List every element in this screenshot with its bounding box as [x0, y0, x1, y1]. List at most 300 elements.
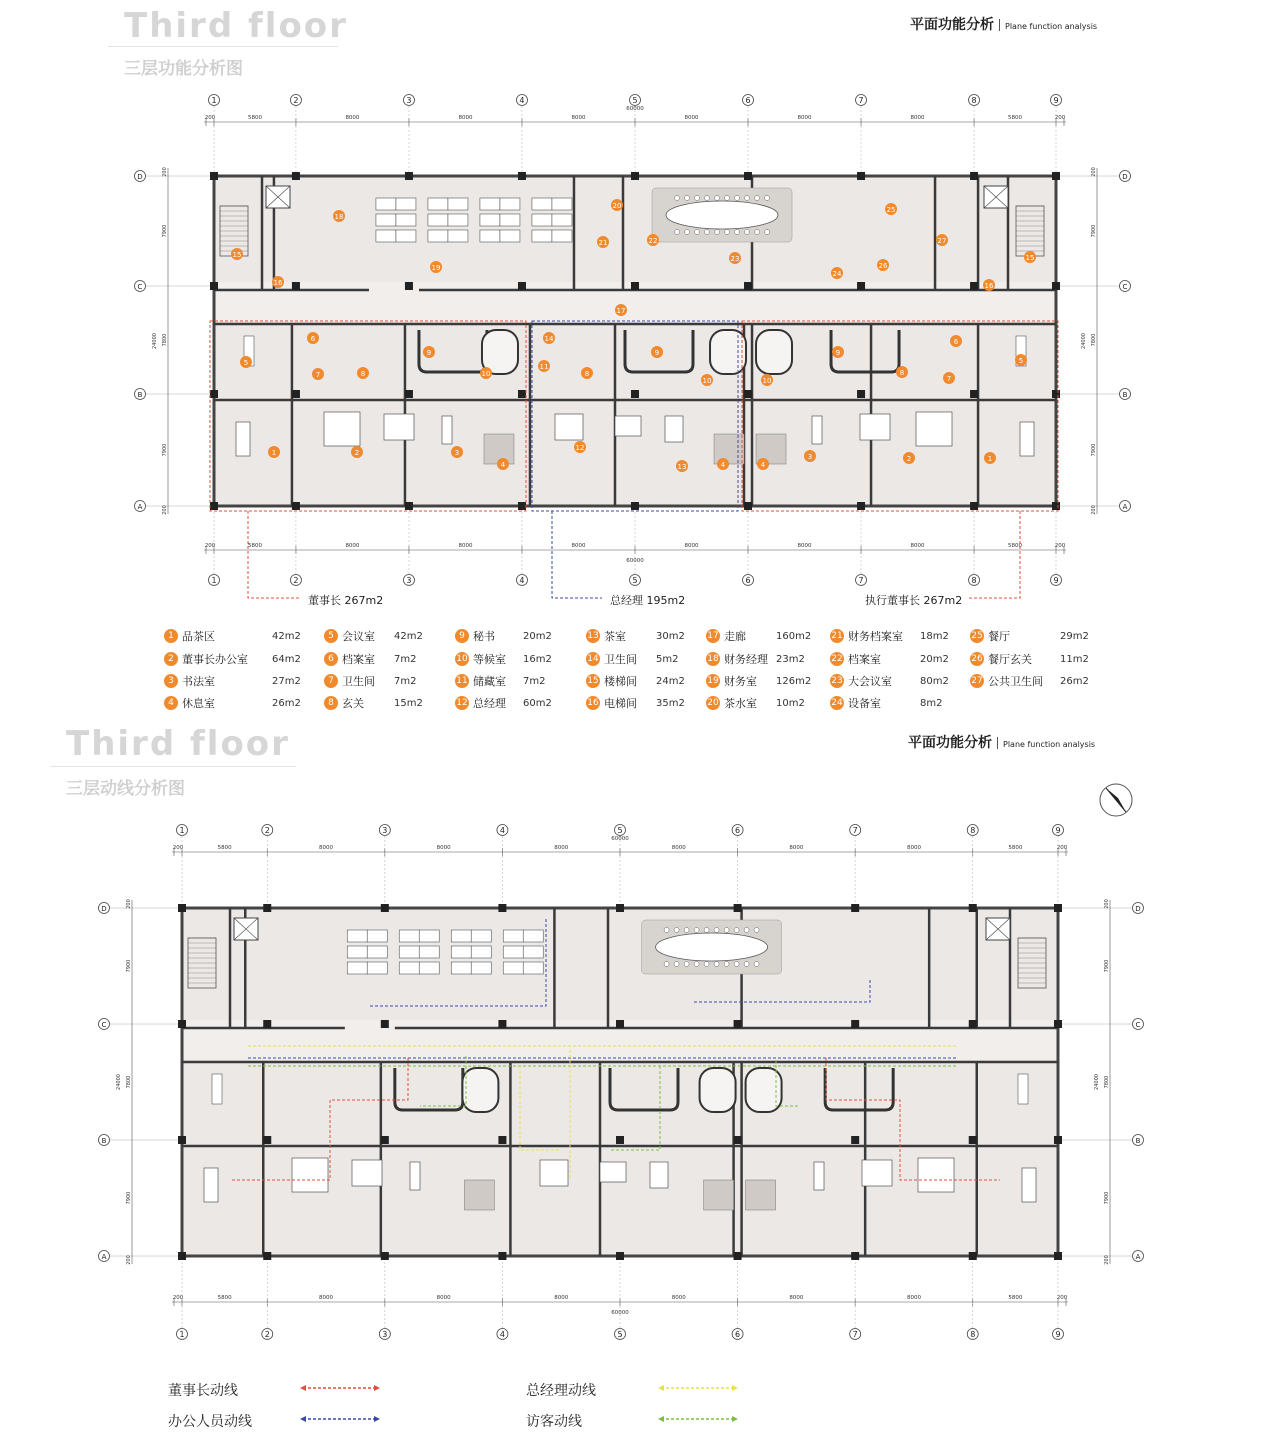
axis-label: C [1135, 1021, 1141, 1029]
dimension-total: 24000 [116, 1074, 122, 1090]
desk [532, 214, 552, 226]
chair [694, 928, 699, 933]
structural-column [263, 904, 271, 912]
dimension-total: 60000 [626, 106, 644, 112]
desk [480, 230, 500, 242]
furniture [650, 1162, 668, 1188]
legend-room-number: 13 [587, 631, 599, 641]
dimension-total: 24000 [1081, 333, 1087, 349]
legend-room-number: 19 [707, 676, 719, 686]
legend-room-4 [164, 695, 301, 711]
legend-room-name: 档案室 [848, 653, 881, 666]
structural-column [744, 390, 752, 398]
furniture [615, 416, 641, 436]
chair [705, 230, 710, 235]
legend-gm-route: 总经理动线 [526, 1383, 596, 1399]
legend-room-area: 35m2 [656, 697, 685, 709]
axis-label: 2 [293, 96, 299, 105]
structural-column [178, 1020, 186, 1028]
room-number-label: 26 [878, 262, 888, 270]
dimension-label: 8000 [684, 115, 699, 121]
structural-column [744, 282, 752, 290]
room-number-label: 3 [454, 449, 460, 457]
legend-room-area: 29m2 [1060, 630, 1089, 642]
desk [367, 930, 387, 942]
room-number-label: 5 [243, 359, 249, 367]
axis-label: 4 [519, 576, 525, 585]
room-number-label: 1 [987, 455, 993, 463]
room-number-label: 8 [899, 369, 905, 377]
dimension-label: 5800 [1008, 543, 1023, 549]
structural-column [857, 502, 865, 510]
room-number-label: 16 [273, 279, 283, 287]
dimension-label: 7800 [1091, 333, 1097, 347]
legend-room-13 [586, 628, 685, 644]
axis-label: C [1122, 283, 1128, 291]
structural-column [744, 172, 752, 180]
chair [685, 196, 690, 201]
structural-column [851, 1020, 859, 1028]
structural-column [381, 1020, 389, 1028]
legend-room-area: 20m2 [523, 630, 552, 642]
legend-room-area: 64m2 [272, 653, 301, 665]
legend-room-15 [586, 673, 685, 689]
room-number-label: 1 [271, 449, 277, 457]
desk [480, 198, 500, 210]
desk [552, 198, 572, 210]
room-number-label: 16 [984, 282, 994, 290]
furniture [204, 1168, 218, 1202]
legend-room-27 [970, 673, 1089, 689]
legend-room-area: 30m2 [656, 630, 685, 642]
chair [695, 196, 700, 201]
structural-column [631, 502, 639, 510]
chair [725, 230, 730, 235]
furniture [916, 412, 952, 446]
room-number-label: 18 [334, 213, 344, 221]
legend-room-name: 会议室 [342, 630, 375, 643]
legend-room-area: 23m2 [776, 653, 805, 665]
structural-column [970, 502, 978, 510]
room-number-label: 4 [720, 461, 726, 469]
legend-room-area: 80m2 [920, 675, 949, 687]
legend-room-area: 27m2 [272, 675, 301, 687]
top-header-en: Plane function analysis [1005, 22, 1098, 31]
chair [684, 962, 689, 967]
legend-room-2 [164, 651, 301, 667]
furniture [665, 416, 683, 442]
legend-room-number: 9 [455, 629, 469, 643]
room-number-label: 4 [760, 461, 766, 469]
room-number-label: 3 [807, 453, 813, 461]
room-number-label: 8 [360, 370, 366, 378]
dimension-total: 24000 [152, 333, 158, 349]
legend-room-3 [164, 673, 301, 689]
axis-label: D [1135, 905, 1141, 913]
dimension-label: 8000 [554, 1295, 569, 1301]
legend-room-area: 26m2 [272, 697, 301, 709]
desk [376, 214, 396, 226]
bottom-title-en: Third floor [66, 724, 290, 764]
dimension-label: 200 [126, 1255, 132, 1265]
axis-label: 3 [406, 576, 412, 585]
room-number-label: 5 [1018, 357, 1024, 365]
dimension-label: 200 [204, 115, 216, 121]
structural-column [1052, 502, 1060, 510]
dimension-label: 8000 [319, 845, 334, 851]
legend-room-area: 7m2 [523, 675, 546, 687]
desk [396, 198, 416, 210]
dimension-label: 7900 [1104, 1191, 1110, 1205]
bed-carpet [714, 434, 744, 464]
axis-label: C [101, 1021, 107, 1029]
waiting-room [710, 330, 746, 374]
desk [523, 946, 543, 958]
conference-table [656, 933, 768, 961]
legend-room-area: 7m2 [394, 653, 417, 665]
legend-room-area: 42m2 [394, 630, 423, 642]
axis-label: 5 [632, 96, 638, 105]
legend-room-name: 楼梯间 [604, 675, 637, 688]
chair [664, 928, 669, 933]
axis-label: 4 [519, 96, 525, 105]
legend-room-name: 餐厅 [988, 630, 1010, 643]
structural-column [405, 282, 413, 290]
chair [724, 928, 729, 933]
desk [471, 962, 491, 974]
dimension-label: 7800 [162, 333, 168, 347]
dimension-label: 200 [1104, 1255, 1110, 1265]
legend-room-name: 茶室 [604, 630, 626, 643]
legend-room-8 [324, 695, 423, 711]
axis-label: A [101, 1253, 107, 1261]
room-number-label: 19 [431, 264, 441, 272]
desk [503, 930, 523, 942]
dimension-label: 200 [1056, 845, 1068, 851]
legend-room-name: 储藏室 [473, 675, 506, 688]
zone-leader-line [552, 511, 602, 598]
room-number-label: 13 [677, 463, 687, 471]
dimension-total: 24000 [1094, 1074, 1100, 1090]
dimension-label: 8000 [458, 543, 473, 549]
top-header-cn: 平面功能分析 [910, 17, 994, 33]
structural-column [263, 1020, 271, 1028]
bed-carpet [704, 1180, 734, 1210]
conference-table [666, 201, 778, 229]
room-number-label: 25 [886, 206, 896, 214]
legend-room-22 [830, 651, 949, 667]
legend-room-1 [164, 628, 301, 644]
axis-label: 8 [970, 1330, 976, 1339]
room-number-label: 23 [730, 255, 740, 263]
meeting-table [1018, 1074, 1028, 1104]
legend-room-area: 126m2 [776, 675, 812, 687]
legend-room-number: 27 [971, 676, 983, 686]
desk [532, 198, 552, 210]
chair [735, 196, 740, 201]
dimension-label: 8000 [345, 115, 360, 121]
dimension-label: 5800 [217, 1295, 232, 1301]
zone-leader-line [248, 511, 300, 598]
chair [705, 196, 710, 201]
legend-room-12 [455, 695, 552, 711]
dimension-label: 8000 [458, 115, 473, 121]
dimension-label: 200 [162, 505, 168, 515]
structural-column [1054, 1020, 1062, 1028]
room-number-label: 2 [354, 449, 360, 457]
legend-room-number: 16 [587, 698, 599, 708]
chair [744, 928, 749, 933]
chair [684, 928, 689, 933]
legend-room-25 [970, 628, 1089, 644]
desk [471, 946, 491, 958]
legend-room-area: 10m2 [776, 697, 805, 709]
legend-room-9 [455, 628, 552, 644]
legend-room-name: 卫生间 [604, 653, 637, 666]
axis-label: 1 [179, 1330, 185, 1339]
building-outline [182, 908, 1058, 1256]
structural-column [405, 390, 413, 398]
dimension-label: 200 [1054, 115, 1066, 121]
structural-column [851, 1136, 859, 1144]
axis-label: 9 [1055, 1330, 1061, 1339]
desk [523, 962, 543, 974]
legend-room-name: 秘书 [473, 630, 495, 643]
axis-label: B [1122, 391, 1128, 399]
desk [428, 198, 448, 210]
axis-label: 9 [1053, 96, 1059, 105]
desk [399, 930, 419, 942]
furniture [292, 1158, 328, 1192]
legend-room-area: 42m2 [272, 630, 301, 642]
chair [734, 928, 739, 933]
desk [347, 962, 367, 974]
room-number-label: 20 [612, 202, 622, 210]
desk [428, 214, 448, 226]
structural-column [1054, 904, 1062, 912]
structural-column [969, 904, 977, 912]
desk [523, 930, 543, 942]
room-number-label: 9 [426, 349, 432, 357]
dimension-label: 5800 [247, 115, 262, 121]
desk [552, 230, 572, 242]
chair [685, 230, 690, 235]
dimension-label: 7900 [126, 1191, 132, 1205]
axis-label: 6 [745, 576, 751, 585]
desk [503, 962, 523, 974]
legend-room-18 [706, 651, 805, 667]
desk [396, 230, 416, 242]
structural-column [616, 1252, 624, 1260]
legend-room-area: 8m2 [920, 697, 943, 709]
dimension-label: 5800 [1008, 1295, 1023, 1301]
chair [715, 230, 720, 235]
dimension-label: 5800 [247, 543, 262, 549]
dimension-label: 8000 [571, 115, 586, 121]
legend-room-name: 电梯间 [604, 697, 637, 710]
furniture [324, 412, 360, 446]
axis-label: 9 [1055, 826, 1061, 835]
structural-column [498, 1020, 506, 1028]
legend-room-name: 总经理 [473, 697, 506, 710]
axis-label: 8 [971, 96, 977, 105]
structural-column [1052, 282, 1060, 290]
axis-label: 4 [499, 826, 505, 835]
room-number-label: 10 [702, 377, 712, 385]
dimension-label: 7900 [1091, 224, 1097, 238]
zone-label-executive-chairman: 执行董事长 267m2 [862, 592, 965, 608]
desk [448, 230, 468, 242]
legend-room-23 [830, 673, 949, 689]
bottom-floor-plan [0, 720, 1280, 1340]
furniture [540, 1160, 568, 1186]
legend-room-7 [324, 673, 416, 689]
structural-column [851, 1252, 859, 1260]
desk [552, 214, 572, 226]
axis-label: D [1122, 173, 1128, 181]
desk [451, 930, 471, 942]
legend-room-name: 走廊 [724, 630, 746, 643]
structural-column [518, 390, 526, 398]
chair [715, 196, 720, 201]
legend-room-area: 18m2 [920, 630, 949, 642]
structural-column [381, 904, 389, 912]
dimension-label: 200 [204, 543, 216, 549]
structural-column [1054, 1252, 1062, 1260]
axis-label: 5 [632, 576, 638, 585]
desk [500, 198, 520, 210]
legend-room-name: 卫生间 [342, 675, 375, 688]
furniture [352, 1160, 382, 1186]
furniture [442, 416, 452, 444]
furniture [410, 1162, 420, 1190]
structural-column [734, 1136, 742, 1144]
structural-column [969, 1252, 977, 1260]
visitor-route-line [658, 1414, 738, 1424]
structural-column [969, 1020, 977, 1028]
desk [419, 962, 439, 974]
room-number-label: 8 [584, 370, 590, 378]
desk [367, 946, 387, 958]
axis-label: D [101, 905, 107, 913]
structural-column [498, 1136, 506, 1144]
desk [399, 962, 419, 974]
structural-column [178, 1252, 186, 1260]
desk [396, 214, 416, 226]
dimension-label: 8000 [554, 845, 569, 851]
structural-column [178, 1136, 186, 1144]
room-number-label: 15 [232, 251, 242, 259]
axis-label: 6 [735, 1330, 741, 1339]
structural-column [210, 172, 218, 180]
furniture [384, 414, 414, 440]
legend-room-area: 16m2 [523, 653, 552, 665]
structural-column [970, 172, 978, 180]
structural-column [631, 172, 639, 180]
chair [754, 928, 759, 933]
dimension-label: 8000 [910, 543, 925, 549]
structural-column [263, 1252, 271, 1260]
dimension-label: 8000 [319, 1295, 334, 1301]
structural-column [210, 502, 218, 510]
bottom-header-en: Plane function analysis [1003, 740, 1096, 749]
structural-column [970, 282, 978, 290]
structural-column [498, 1252, 506, 1260]
desk [500, 230, 520, 242]
room-number-label: 15 [1025, 254, 1035, 262]
structural-column [734, 1020, 742, 1028]
axis-label: 1 [179, 826, 185, 835]
desk [419, 946, 439, 958]
legend-room-name: 等候室 [473, 653, 506, 666]
structural-column [210, 390, 218, 398]
legend-room-number: 3 [164, 674, 178, 688]
room-number-label: 21 [598, 239, 608, 247]
dimension-label: 200 [1104, 899, 1110, 909]
chair [755, 196, 760, 201]
structural-column [857, 390, 865, 398]
structural-column [616, 1020, 624, 1028]
structural-column [381, 1136, 389, 1144]
legend-room-area: 20m2 [920, 653, 949, 665]
structural-column [969, 1136, 977, 1144]
legend-room-number: 18 [707, 654, 719, 664]
structural-column [210, 282, 218, 290]
chair [765, 230, 770, 235]
structural-column [744, 502, 752, 510]
structural-column [631, 282, 639, 290]
structural-column [405, 502, 413, 510]
dimension-label: 8000 [789, 845, 804, 851]
furniture [600, 1162, 626, 1182]
axis-label: A [1135, 1253, 1141, 1261]
legend-room-number: 26 [971, 654, 983, 664]
room-number-label: 7 [946, 375, 952, 383]
legend-room-5 [324, 628, 423, 644]
legend-room-name: 餐厅玄关 [988, 653, 1032, 666]
meeting-table [212, 1074, 222, 1104]
structural-column [518, 282, 526, 290]
legend-room-26 [970, 651, 1089, 667]
legend-room-name: 公共卫生间 [988, 675, 1043, 688]
legend-room-number: 5 [324, 629, 338, 643]
legend-staff-route: 办公人员动线 [168, 1414, 252, 1430]
chair [664, 962, 669, 967]
dimension-total: 60000 [626, 558, 644, 564]
axis-label: 8 [971, 576, 977, 585]
structural-column [178, 904, 186, 912]
dimension-label: 7800 [1104, 1075, 1110, 1089]
top-title-cn: 三层功能分析图 [124, 59, 243, 79]
dimension-label: 200 [172, 845, 184, 851]
structural-column [292, 282, 300, 290]
room-number-label: 14 [544, 335, 554, 343]
chair [704, 962, 709, 967]
axis-label: A [1122, 503, 1128, 511]
room-number-label: 11 [539, 363, 549, 371]
legend-room-number: 11 [456, 676, 468, 686]
furniture [236, 422, 250, 456]
legend-room-number: 23 [831, 676, 843, 686]
legend-room-area: 7m2 [394, 675, 417, 687]
legend-room-name: 休息室 [182, 697, 215, 710]
legend-room-number: 15 [587, 676, 599, 686]
furniture [814, 1162, 824, 1190]
legend-room-number: 25 [971, 631, 983, 641]
dimension-label: 8000 [671, 845, 686, 851]
dimension-label: 8000 [436, 845, 451, 851]
legend-room-name: 设备室 [848, 697, 881, 710]
